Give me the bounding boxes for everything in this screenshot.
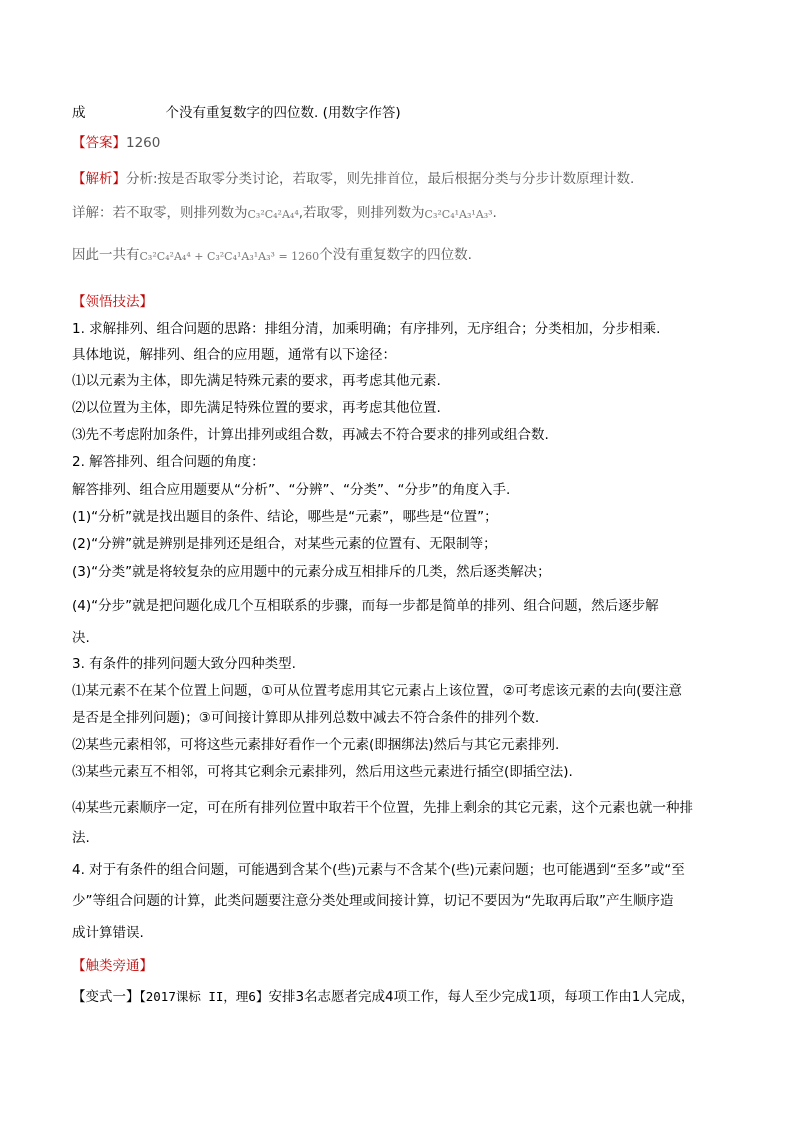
answer-value: 1260: [126, 135, 161, 151]
body-line: ⑴以元素为主体，即先满足特殊元素的要求，再考虑其他元素.: [72, 373, 441, 389]
body-line: ⑶某些元素互不相邻，可将其它剩余元素排列，然后用这些元素进行插空(即插空法).: [72, 764, 573, 780]
body-line: 成计算错误.: [72, 925, 144, 941]
formula-total: C₃²C₄²A₄⁴ + C₃²C₄¹A₃¹A₃³ = 1260: [139, 250, 320, 263]
formula-nonzero: C₃²C₄²A₄⁴: [247, 208, 299, 221]
section-heading-techniques: 【领悟技法】: [72, 294, 153, 310]
body-line: 是否是全排列问题)；③可间接计算即从排列总数中减去不符合条件的排列个数.: [72, 710, 540, 726]
body-line: (4)“分步”就是把问题化成几个互相联系的步骤，而每一步都是简单的排列、组合问题，然后逐步解: [72, 598, 659, 614]
detail-line: 详解：若不取零，则排列数为C₃²C₄²A₄⁴,若取零，则排列数为C₃²C₄¹A₃¹A₃³.: [72, 204, 497, 224]
body-line: 具体地说，解排列、组合的应用题，通常有以下途径：: [72, 347, 396, 363]
analysis-line: [72, 170, 634, 188]
variant-tag: 【变式一】: [72, 989, 140, 1005]
question-tail: 成 个没有重复数字的四位数. (用数字作答): [72, 105, 401, 121]
answer-line: [72, 134, 160, 152]
body-line: ⑷某些元素顺序一定，可在所有排列位置中取若干个位置，先排上剩余的其它元素，这个元素也就一种排: [72, 800, 693, 816]
variant-line: [72, 988, 694, 1006]
body-line: ⑴某元素不在某个位置上问题，①可从位置考虑用其它元素占上该位置，②可考虑该元素的去向(要注意: [72, 683, 682, 699]
section-heading-variants: 【触类旁通】: [72, 958, 153, 974]
body-line: ⑵某些元素相邻，可将这些元素排好看作一个元素(即捆绑法)然后与其它元素排列.: [72, 737, 560, 753]
body-line: 4. 对于有条件的组合问题，可能遇到含某个(些)元素与不含某个(些)元素问题；也可能遇到“至多”或“至: [72, 862, 685, 878]
body-line: 2. 解答排列、组合问题的角度：: [72, 454, 265, 470]
analysis-text: 分析:按是否取零分类讨论，若取零，则先排首位，最后根据分类与分步计数原理计数.: [126, 171, 635, 187]
body-line: (1)“分析”就是找出题目的条件、结论，哪些是“元素”，哪些是“位置”；: [72, 509, 498, 525]
body-line: 解答排列、组合应用题要从“分析”、“分辨”、“分类”、“分步”的角度入手.: [72, 482, 511, 498]
body-line: 法.: [72, 830, 90, 846]
body-line: 少”等组合问题的计算，此类问题要注意分类处理或间接计算，切记不要因为“先取再后取”产生顺序造: [72, 893, 674, 909]
answer-tag: 【答案】: [72, 135, 126, 151]
body-line: 3. 有条件的排列问题大致分四种类型.: [72, 656, 296, 672]
variant-source: 【2017课标 II，理6】: [139, 989, 269, 1004]
body-line: 决.: [72, 630, 90, 646]
body-line: (3)“分类”就是将较复杂的应用题中的元素分成互相排斥的几类，然后逐类解决；: [72, 564, 551, 580]
variant-text: 安排3名志愿者完成4项工作，每人至少完成1项，每项工作由1人完成，: [268, 989, 695, 1005]
formula-zero: C₃²C₄¹A₃¹A₃³: [424, 208, 493, 221]
body-line: (2)“分辨”就是辨别是排列还是组合，对某些元素的位置有、无限制等；: [72, 536, 497, 552]
analysis-tag: 【解析】: [72, 171, 126, 187]
body-line: ⑵以位置为主体，即先满足特殊位置的要求，再考虑其他位置.: [72, 400, 441, 416]
body-line: ⑶先不考虑附加条件，计算出排列或组合数，再减去不符合要求的排列或组合数.: [72, 427, 549, 443]
body-line: 1. 求解排列、组合问题的思路：排组分清，加乘明确；有序排列，无序组合；分类相加，分步相乘.: [72, 321, 661, 337]
conclusion-line: 因此一共有C₃²C₄²A₄⁴ + C₃²C₄¹A₃¹A₃³ = 1260个没有重复数字的四位数.: [72, 246, 472, 266]
